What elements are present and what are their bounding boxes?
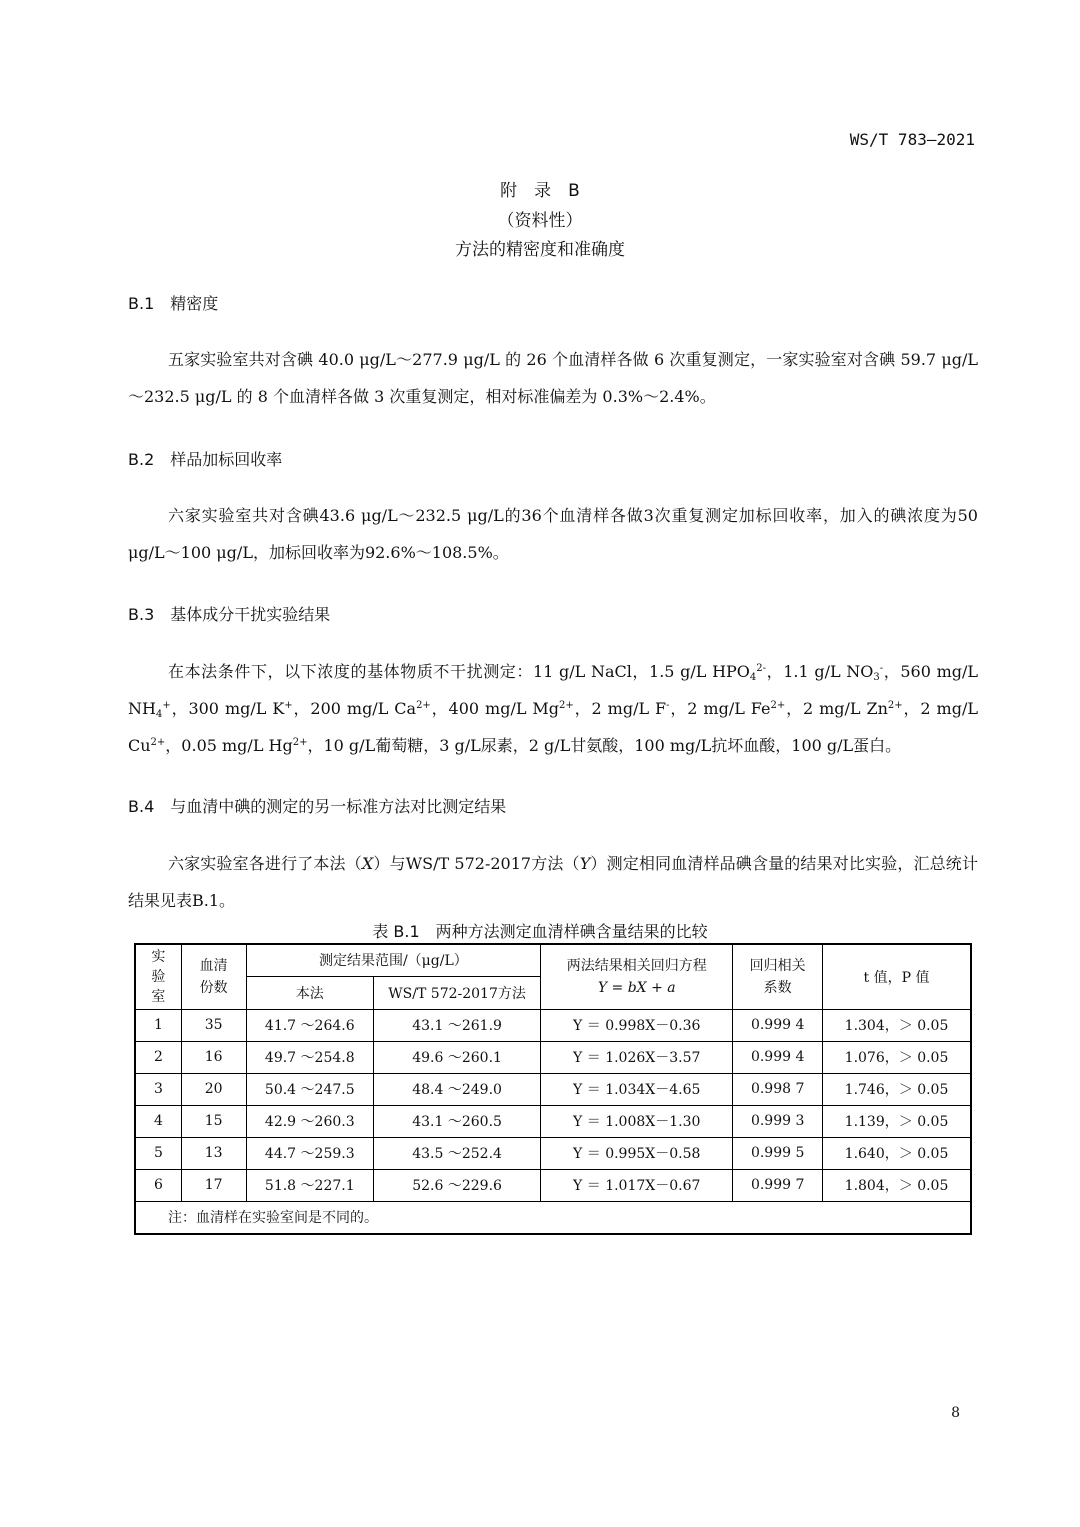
page-number: 8 [951,1405,960,1421]
header-lab: 实验室 [151,948,166,1005]
table-row: 3 20 50.4 ～247.5 48.4 ～249.0 Y ＝ 1.034X－4.65 0.998 7 1.746，＞ 0.05 [135,1073,971,1105]
b3-paragraph: 在本法条件下，以下浓度的基体物质不干扰测定：11 g/L NaCl，1.5 g/L $HPO_4^{2-}$，1.1 g/L $NO_3^-$，560 mg/L $NH_4^+$，300 mg/L K+，200 mg/L $Ca^{2+}$，400 mg/L $Mg^{2+}$，2 mg/L F-，2 mg/L $Fe^{2+}$，2 mg/L $Zn^{2+}$，2 mg/L $Cu^{2+}$，0.05 mg/L $Hg^{2+}$，10 g/L葡萄糖，3 g/L尿素，2 g/L甘氨酸，100 mg/L抗坏血酸，100 g/L蛋白。 [128,662,978,755]
document-number: WS/T 783—2021 [849,130,975,149]
header-coef: 回归相关系数 [749,957,806,996]
appendix-title: 附 录 B [500,181,580,201]
section-b3-heading: B.3 基体成分干扰实验结果 [128,605,331,624]
header-equation-title: 两法结果相关回归方程 [566,957,707,974]
table-row: 4 15 42.9 ～260.3 43.1 ～260.5 Y ＝ 1.008X－1.30 0.999 3 1.139，＞ 0.05 [135,1105,971,1137]
section-b2-text [128,497,978,571]
table-row: 5 13 44.7 ～259.3 43.5 ～252.4 Y ＝ 0.995X－0.58 0.999 5 1.640，＞ 0.05 [135,1137,971,1169]
b1-paragraph: 五家实验室共对含碘 40.0 μg/L～277.9 μg/L 的 26 个血清样各做 6 次重复测定，一家实验室对含碘 59.7 μg/L～232.5 μg/L 的 8 个血清样各做 3 次重复测定，相对标准偏差为 0.3%～2.4%。 [128,350,978,406]
table-row: 2 16 49.7 ～254.8 49.6 ～260.1 Y ＝ 1.026X－3.57 0.999 4 1.076，＞ 0.05 [135,1041,971,1073]
appendix-nature: （资料性） [497,211,583,231]
section-b4-heading: B.4 与血清中碘的测定的另一标准方法对比测定结果 [128,797,507,816]
header-range: 测定结果范围/（μg/L） [246,944,541,976]
header-count: 血清份数 [199,957,228,996]
section-b1-text [128,341,978,415]
section-b4-text [128,845,978,919]
section-b3-text [128,653,978,764]
header-other-method: WS/T 572-2017方法 [374,976,541,1009]
b4-paragraph: 六家实验室各进行了本法（X）与WS/T 572-2017方法（Y）测定相同血清样品碘含量的结果对比实验，汇总统计结果见表B.1。 [128,854,978,910]
table-row: 6 17 51.8 ～227.1 52.6 ～229.6 Y ＝ 1.017X－0.67 0.999 7 1.804，＞ 0.05 [135,1169,971,1201]
b2-paragraph: 六家实验室共对含碘43.6 μg/L～232.5 μg/L的36个血清样各做3次重复测定加标回收率，加入的碘浓度为50 μg/L～100 μg/L，加标回收率为92.6%～108.5%。 [128,506,978,562]
comparison-table [134,943,972,1235]
table-note-row [135,1201,971,1234]
header-tp: t 值，P 值 [823,944,971,1009]
table-caption: 表 B.1 两种方法测定血清样碘含量结果的比较 [372,922,708,941]
header-equation-form: Y = bX + a [597,979,676,996]
table-row: 1 35 41.7 ～264.6 43.1 ～261.9 Y ＝ 0.998X－0.36 0.999 4 1.304，＞ 0.05 [135,1009,971,1041]
table-note: 注：血清样在实验室间是不同的。 [135,1201,971,1234]
section-b2-heading: B.2 样品加标回收率 [128,450,283,469]
section-b1-heading: B.1 精密度 [128,294,219,313]
header-this-method: 本法 [246,976,373,1009]
appendix-subtitle: 方法的精密度和准确度 [455,240,625,260]
